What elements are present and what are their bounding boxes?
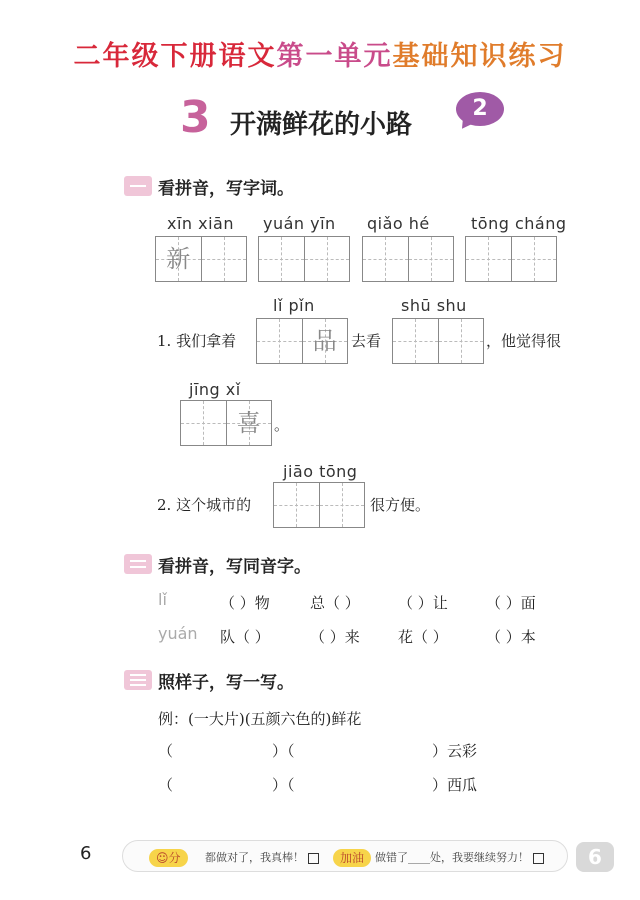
homophone-li-2[interactable]: 总（ ）: [310, 594, 360, 612]
line-one-blank-1[interactable]: [175, 736, 270, 758]
pinyin-li: lǐ: [158, 590, 167, 609]
question-one-text-a: 1. 我们拿着: [157, 332, 237, 350]
hint-char: 品: [312, 327, 337, 355]
question-one-text-c: ，他觉得很: [486, 332, 562, 350]
answer-box-shushu[interactable]: [392, 318, 484, 364]
answer-box-lipin[interactable]: [256, 318, 348, 364]
answer-box-jingxi[interactable]: [180, 400, 272, 446]
self-assessment-bar: [122, 840, 568, 872]
pinyin-jiaotong: jiāo tōng: [283, 462, 358, 481]
title-grade: 二年级下册语文: [73, 41, 277, 72]
question-two-text-a: 2. 这个城市的: [157, 496, 252, 514]
answer-box-jiaotong[interactable]: [273, 482, 365, 528]
pinyin-lipin: lǐ pǐn: [273, 296, 315, 315]
pinyin-yuan: yuán: [158, 624, 198, 643]
section-two-title: 看拼音，写同音字。: [158, 557, 311, 577]
homophone-yuan-4[interactable]: （ ）本: [486, 628, 536, 646]
homophone-li-3[interactable]: （ ）让: [398, 594, 448, 612]
hint-char: 新: [166, 245, 191, 273]
full-score-badge: ☺分: [149, 849, 188, 867]
homophone-yuan-2[interactable]: （ ）来: [310, 628, 360, 646]
answer-box-yuanyin[interactable]: [258, 236, 350, 282]
homophone-yuan-1[interactable]: 队（ ）: [220, 628, 270, 646]
line-two-blank-1[interactable]: [175, 770, 270, 792]
answer-box-tongchang[interactable]: [465, 236, 557, 282]
line-two-mid: ）（: [272, 776, 295, 794]
pinyin-tongchang: tōng cháng: [471, 214, 567, 233]
question-one-text-b: 去看: [351, 332, 382, 350]
title-practice: 基础知识练习: [392, 41, 567, 72]
line-one-end: ）云彩: [432, 742, 478, 760]
question-two-text-b: 很方便。: [370, 496, 431, 514]
answer-box-qiaohe[interactable]: [362, 236, 454, 282]
line-two-end: ）西瓜: [432, 776, 478, 794]
pinyin-xinxian: xīn xiān: [167, 214, 234, 233]
answer-box-xinxian[interactable]: [155, 236, 247, 282]
line-one-mid: ）（: [272, 742, 295, 760]
encourage-badge: 加油: [333, 849, 371, 867]
section-three-icon: [124, 670, 152, 690]
section-two-icon: [124, 554, 152, 574]
pinyin-qiaohe: qiǎo hé: [367, 214, 430, 233]
mistakes-checkbox[interactable]: [533, 853, 544, 864]
pinyin-yuanyin: yuán yīn: [263, 214, 336, 233]
all-correct-text: 都做对了，我真棒！: [205, 851, 304, 864]
hint-char: 喜: [236, 409, 261, 437]
pinyin-shushu: shū shu: [401, 296, 467, 315]
section-one-icon: [124, 176, 152, 196]
homophone-li-4[interactable]: （ ）面: [486, 594, 536, 612]
line-two-blank-2[interactable]: [305, 770, 427, 792]
line-two-open: （: [158, 776, 174, 794]
pinyin-jingxi: jīng xǐ: [189, 380, 241, 399]
question-one-text-d: 。: [274, 416, 290, 434]
all-correct-checkbox[interactable]: [308, 853, 319, 864]
lesson-title: 开满鲜花的小路: [230, 110, 413, 140]
homophone-yuan-3[interactable]: 花（ ）: [398, 628, 448, 646]
example-sentence: 例：(一大片)(五颜六色的)鲜花: [158, 710, 362, 728]
line-one-blank-2[interactable]: [305, 736, 427, 758]
section-one-title: 看拼音，写字词。: [158, 179, 294, 199]
page-number-badge: 6: [576, 842, 614, 872]
title-unit: 第一单元: [276, 41, 393, 72]
line-one-open: （: [158, 742, 174, 760]
homophone-li-1[interactable]: （ ）物: [220, 594, 270, 612]
page-number: 6: [80, 843, 92, 864]
section-three-title: 照样子，写一写。: [158, 673, 294, 693]
mistakes-text: 做错了____处，我要继续努力！: [375, 851, 529, 864]
lesson-part-badge: 2: [456, 92, 504, 126]
page-title: [0, 34, 640, 73]
lesson-number: 3: [180, 92, 211, 143]
